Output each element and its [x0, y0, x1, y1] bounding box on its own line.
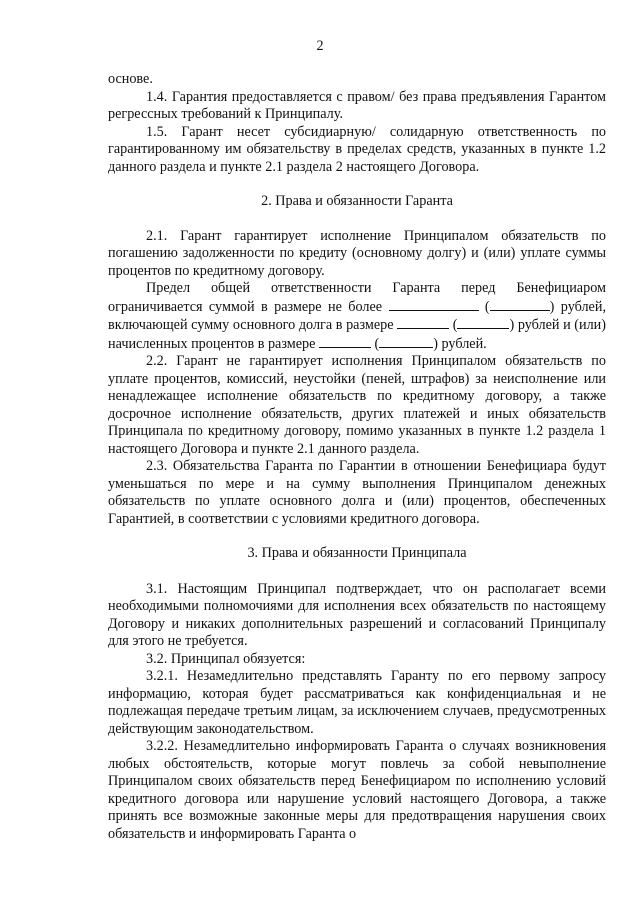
clause-3-2: 3.2. Принципал обязуется:	[146, 650, 306, 667]
principal-amount-words-blank	[457, 316, 509, 329]
clause-3-2-2: 3.2.2. Незамедлительно информировать Гаранта о случаях возникновения любых обстоятельств, которые могут повлечь за собой невыполнение Принципалом своих обязательств перед Бенефициаром по исполнению условий кредитного договора или нарушение условий настоящего Договора, а также принять все возможные законные меры для предотвращения нарушения своих обязательств и информировать Гаранта о	[108, 738, 606, 842]
limit-total-words-blank	[490, 298, 550, 311]
section-3-heading: 3. Права и обязанности Принципала	[247, 545, 467, 561]
limit-text-1: Предел общей ответственности Гаранта перед Бенефициаром ограничивается суммой в размере не более	[108, 280, 606, 315]
document-body	[108, 71, 606, 843]
interest-amount-words-blank	[379, 335, 433, 348]
clause-3-1: 3.1. Настоящим Принципал подтверждает, что он располагает всеми необходимыми полномочиями для исполнения всех обязательств по настоящему Договору и никаких дополнительных разрешений и согласований Принципалу для этого не требуется.	[108, 580, 606, 649]
page-number: 2	[316, 38, 324, 54]
principal-amount-blank	[397, 316, 449, 329]
limit-text-3: рублей и (или) начисленных процентов в размере	[108, 317, 606, 352]
clause-2-2: 2.2. Гарант не гарантирует исполнения Принципалом обязательств по уплате процентов, комиссий, неустойки (пеней, штрафов) за неисполнение или ненадлежащее исполнение обязательств по кредитному договору, а также досрочное исполнение обязательств, других платежей и иных обязательств Принципала по кредитному договору, помимо указанных в пункте 1.2 раздела 1 настоящего Договора и пункте 2.1 данного раздела.	[108, 353, 606, 457]
section-2-heading: 2. Права и обязанности Гаранта	[261, 193, 453, 209]
limit-total-blank	[389, 298, 479, 311]
interest-amount-blank	[319, 335, 371, 348]
clause-2-3: 2.3. Обязательства Гаранта по Гарантии в отношении Бенефициара будут уменьшаться по мере и на сумму выполнения Принципалом денежных обязательств по уплате основного долга и (или) процентов, обеспеченных Гарантией, в соответствии с условиями кредитного договора.	[108, 458, 606, 527]
liability-limit-paragraph: Предел общей ответственности Гаранта перед Бенефициаром ограничивается суммой в размере не более ( ) рублей, включающей сумму основного долга в размере ( ) рублей и (или) начисленных процентов в размере ( ) рублей.	[108, 280, 606, 352]
clause-1-4: 1.4. Гарантия предоставляется с правом/ без права предъявления Гарантом регрессных требований к Принципалу.	[108, 88, 606, 122]
limit-text-2: рублей, включающей сумму основного долга в размере	[108, 298, 606, 333]
clause-2-1: 2.1. Гарант гарантирует исполнение Принципалом обязательств по погашению задолженности по кредиту (основному долгу) и (или) уплате суммы процентов по кредитному договору.	[108, 227, 606, 279]
section1-continuation: основе.	[108, 71, 153, 87]
clause-1-5: 1.5. Гарант несет субсидиарную/ солидарную ответственность по гарантированному им обязательству в пределах средств, указанных в пункте 1.2 данного раздела и пункте 2.1 раздела 2 настоящего Договора.	[108, 123, 606, 175]
limit-text-4: рублей.	[441, 335, 487, 352]
clause-3-2-1: 3.2.1. Незамедлительно представлять Гаранту по его первому запросу информацию, которая будет рассматриваться как конфиденциальная и не подлежащая передаче третьим лицам, за исключением случаев, предусмотренных действующим законодательством.	[108, 668, 606, 737]
